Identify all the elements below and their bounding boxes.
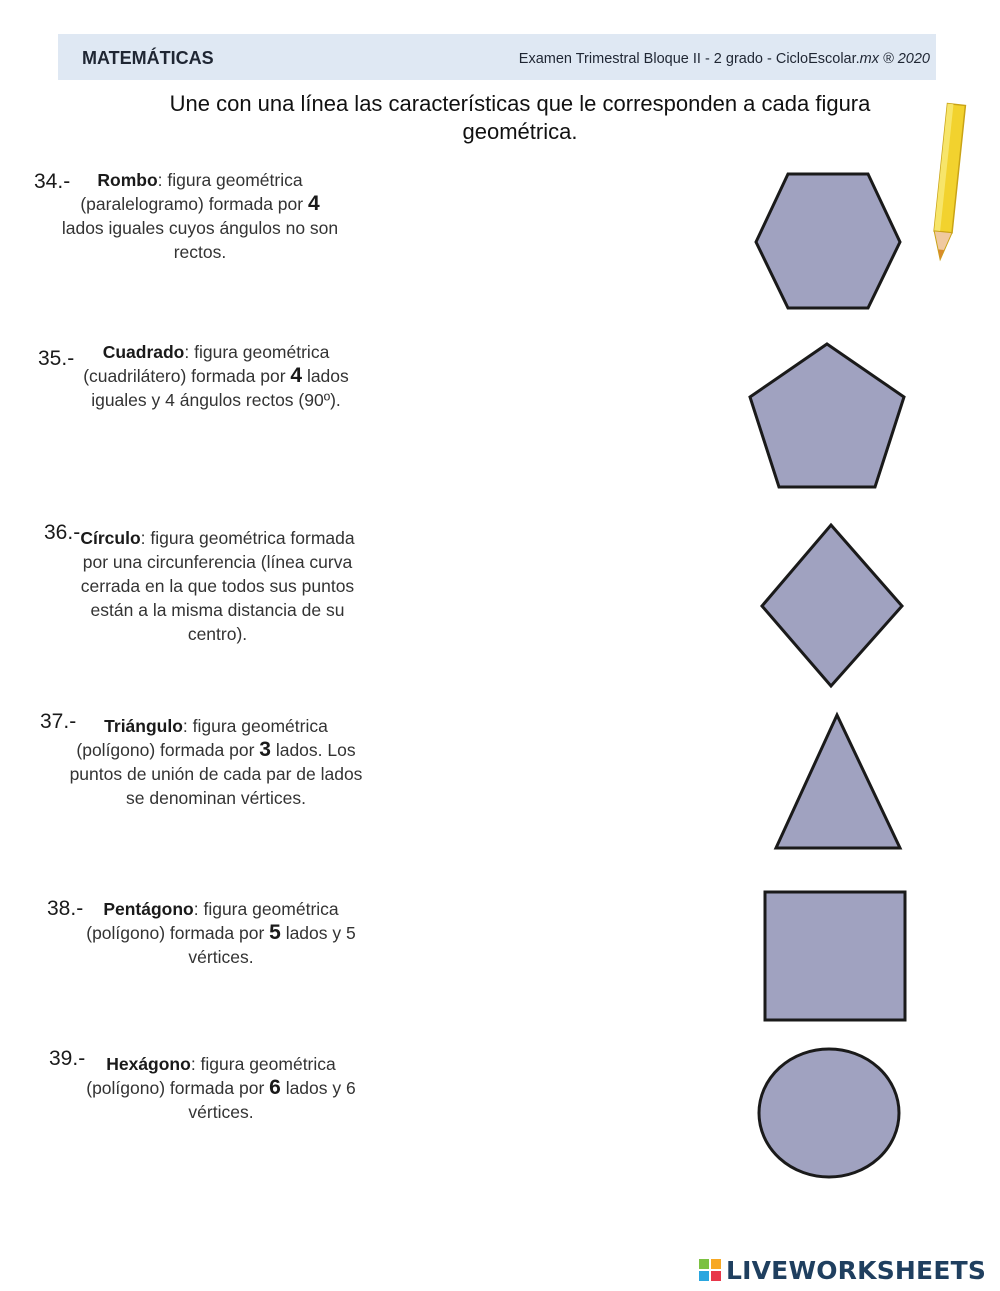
item-number: 34.- bbox=[34, 170, 71, 193]
item-number: 35.- bbox=[38, 347, 75, 370]
item-term: Hexágono bbox=[106, 1054, 191, 1074]
item-description bbox=[60, 168, 340, 264]
item-text-after: lados y 6 vértices. bbox=[188, 1078, 356, 1122]
pencil-icon bbox=[925, 100, 970, 270]
item-text-after: lados iguales cuyos ángulos no son rectos. bbox=[61, 218, 339, 262]
square-shape[interactable] bbox=[752, 880, 922, 1035]
hexagon-polygon bbox=[756, 174, 900, 308]
item-term: Rombo bbox=[97, 170, 158, 190]
item-number: 37.- bbox=[40, 710, 77, 733]
item-number: 38.- bbox=[47, 897, 84, 920]
item-bold-number: 4 bbox=[307, 192, 320, 215]
item-text: : figura geométrica (paralelogramo) formada por bbox=[80, 170, 308, 214]
item-description bbox=[66, 340, 366, 412]
circle-ellipse bbox=[759, 1049, 899, 1177]
item-description bbox=[76, 1052, 366, 1124]
item-text: : figura geométrica (polígono) formada por bbox=[86, 1054, 336, 1098]
item-description bbox=[70, 526, 365, 646]
triangle-polygon bbox=[776, 715, 900, 848]
item-term: Pentágono bbox=[103, 899, 194, 919]
item-text-after: lados. Los puntos de unión de cada par de lados se denominan vértices. bbox=[69, 740, 363, 808]
logo-icon bbox=[698, 1258, 722, 1282]
liveworksheets-logo bbox=[698, 1255, 986, 1285]
item-term: Triángulo bbox=[104, 716, 183, 736]
item-text-after: lados y 5 vértices. bbox=[188, 923, 356, 967]
item-bold-number: 5 bbox=[269, 921, 281, 944]
item-number: 36.- bbox=[44, 521, 81, 544]
circle-shape[interactable] bbox=[748, 1040, 918, 1190]
pentagon-polygon bbox=[750, 344, 904, 487]
diamond-polygon bbox=[762, 525, 902, 686]
hexagon-shape[interactable] bbox=[740, 160, 920, 330]
exam-info-italic: mx ® 2020 bbox=[859, 51, 930, 67]
item-number: 39.- bbox=[49, 1047, 86, 1070]
exam-info bbox=[519, 51, 930, 67]
item-text-after: lados iguales y 4 ángulos rectos (90º). bbox=[91, 366, 349, 410]
item-description bbox=[66, 714, 366, 810]
item-text: : figura geométrica (cuadrilátero) formada por bbox=[83, 342, 330, 386]
item-description bbox=[76, 897, 366, 969]
item-bold-number: 6 bbox=[269, 1076, 281, 1099]
diamond-shape[interactable] bbox=[745, 515, 920, 695]
item-text: : figura geométrica (polígono) formada por bbox=[86, 899, 339, 943]
item-term: Círculo bbox=[80, 528, 141, 548]
item-bold-number: 3 bbox=[259, 738, 271, 761]
header-bar bbox=[58, 34, 936, 80]
item-text: : figura geométrica (polígono) formada por bbox=[76, 716, 328, 760]
instructions: Une con una línea las características que le corresponden a cada figura geométrica. bbox=[169, 91, 871, 144]
square-rect bbox=[765, 892, 905, 1020]
exam-info-text: Examen Trimestral Bloque II - 2 grado - CicloEscolar. bbox=[518, 51, 860, 67]
triangle-shape[interactable] bbox=[760, 700, 920, 860]
logo-text: LIVEWORKSHEETS bbox=[726, 1255, 987, 1285]
item-text: : figura geométrica formada por una circunferencia (línea curva cerrada en la que todos sus puntos están a la misma distancia de su centro). bbox=[80, 528, 355, 644]
item-term: Cuadrado bbox=[102, 342, 185, 362]
subject-title: MATEMÁTICAS bbox=[82, 48, 214, 68]
pentagon-shape[interactable] bbox=[740, 335, 920, 500]
item-bold-number: 4 bbox=[290, 364, 303, 387]
